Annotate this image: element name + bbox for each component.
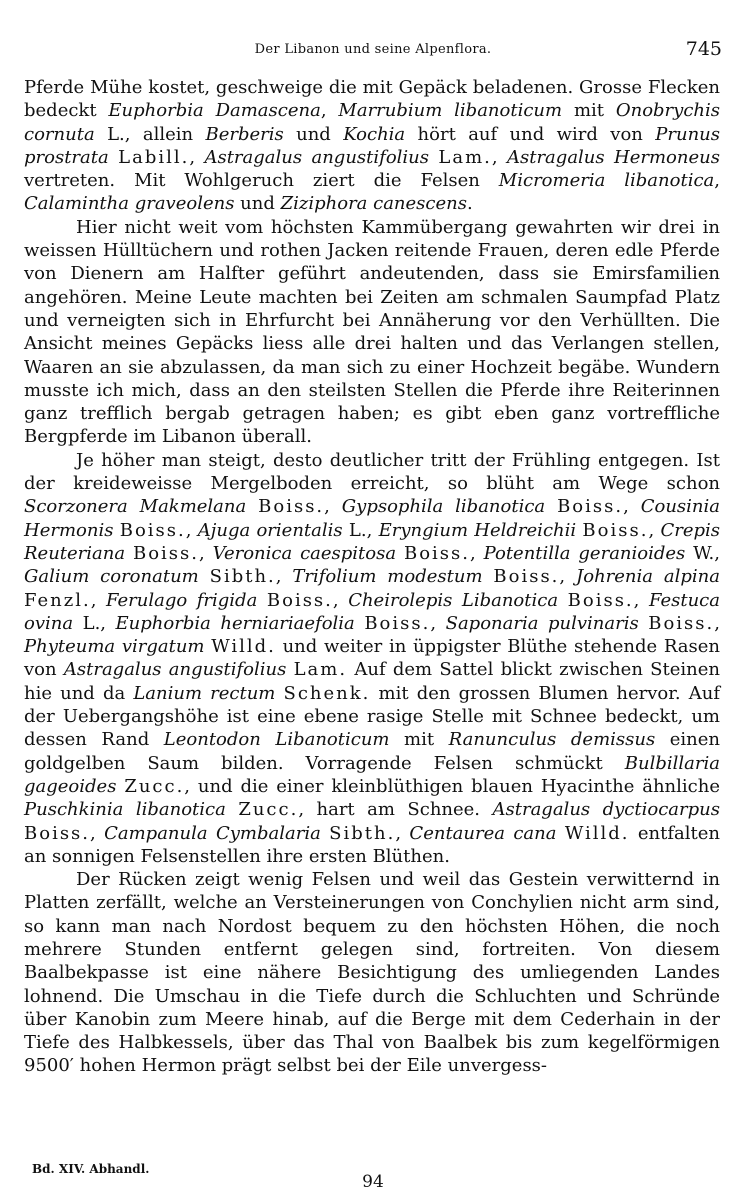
text-run: , <box>324 496 342 518</box>
text-run: Je höher man steigt, desto deutlicher tritt der Frühling entgegen. Ist der kreideweisse Mergelboden erreicht, so blüht am Wege schon <box>24 449 720 495</box>
text-run: Pferde Mühe kostet, geschweige die mit Gepäck beladenen. Grosse Flecken bedeckt <box>24 77 720 122</box>
paragraph <box>24 868 720 1078</box>
text-run: . <box>466 193 473 215</box>
text-run: , <box>90 589 106 611</box>
author-abbreviation: Willd. <box>211 636 276 658</box>
species-name: Crepis Reuteriana <box>24 519 720 564</box>
author-abbreviation: Boiss. <box>582 519 649 541</box>
text-run: einen goldgelben Saum bilden. Vorragende Felsen schmückt <box>24 729 720 774</box>
species-name: Calamintha graveolens <box>24 193 235 215</box>
text-run: , <box>189 146 205 168</box>
running-title: Der Libanon und seine Alpenflora. <box>254 42 492 57</box>
species-name: Trifolium modestum <box>292 566 483 588</box>
author-abbreviation: Boiss. <box>557 496 624 518</box>
species-name: Astragalus angustifolius <box>204 146 429 168</box>
author-abbreviation: Sibth. <box>209 566 276 588</box>
author-abbreviation: Schenk. <box>283 682 371 704</box>
text-run: , <box>430 612 446 634</box>
text-run: und <box>283 123 344 145</box>
species-name: Astragalus angustifolius <box>63 659 287 681</box>
text-run: , <box>275 566 293 588</box>
author-abbreviation: Lam. <box>293 659 348 681</box>
species-name: Campanula Cymbalaria <box>104 822 321 844</box>
paragraph <box>24 216 720 449</box>
author-abbreviation: Boiss. <box>24 822 91 844</box>
text-run <box>639 613 649 634</box>
text-run: , <box>559 566 577 588</box>
author-abbreviation: Zucc. <box>124 775 185 797</box>
species-name: Ferulago frigida <box>106 589 258 611</box>
species-name: Berberis <box>205 123 284 145</box>
signature-mark: Bd. XIV. Abhandl. <box>32 1162 150 1176</box>
text-run: , und die einer kleinblüthigen blauen Hyacinthe ähnliche <box>184 775 720 797</box>
author-abbreviation: Boiss. <box>493 566 560 588</box>
text-run <box>355 613 365 634</box>
text-run: , <box>320 100 339 122</box>
author-abbreviation: Boiss. <box>119 519 186 541</box>
species-name: Micromeria libanotica <box>498 170 715 192</box>
text-run <box>545 496 557 517</box>
text-run <box>226 799 238 820</box>
text-run: Hier nicht weit vom höchsten Kammübergang gewahrten wir drei in weissen Hülltüchern und rothen Jacken reitende Frauen, deren edle Pferde von Dienern am Halfter geführt andeutenden, dass sie Emirsfamilien angehören. Meine Leute machten bei Zeiten am schmalen Saumpfad Platz und verneigten sich in Ehrfurcht bei Annäherung vor den Verhüllten. Die Ansicht meines Gepäcks liess alle drei halten und das Verlangen stellen, Waaren an sie abzulassen, da man sich zu einer Hochzeit begäbe. Wundern musste ich mich, dass an den steilsten Stellen die Pferde ihre Reiterinnen ganz trefflich bergab getragen haben; es gibt eben ganz vortreffliche Bergpferde im Libanon überall. <box>24 216 720 448</box>
text-run: , <box>470 542 484 564</box>
author-abbreviation: Boiss. <box>132 542 200 564</box>
text-run: , <box>199 542 213 564</box>
text-run: hört auf und wird von <box>405 123 656 145</box>
species-name: Kochia <box>343 123 406 145</box>
page-footer <box>24 1162 722 1194</box>
species-name: Astragalus dyctiocarpus <box>492 799 720 821</box>
text-run: mit <box>389 729 449 751</box>
author-abbreviation: Zucc. <box>238 799 299 821</box>
author-abbreviation: Boiss. <box>258 496 325 518</box>
text-run: und <box>234 193 281 215</box>
author-abbreviation: Boiss. <box>648 612 715 634</box>
text-run: L., <box>342 519 379 541</box>
species-name: Eryngium Heldreichii <box>378 519 577 541</box>
species-name: Ajuga orientalis <box>197 519 343 541</box>
species-name: Ranunculus demissus <box>448 729 656 751</box>
species-name: Centaurea cana <box>409 822 557 844</box>
species-name: Galium coronatum <box>24 566 199 588</box>
author-abbreviation: Sibth. <box>329 822 396 844</box>
text-run: Auf dem Sattel blickt zwischen Steinen hie und da <box>24 659 720 704</box>
page-number: 745 <box>685 38 722 60</box>
species-name: Gypsophila libanotica <box>341 496 546 518</box>
species-name: Johrenia alpina <box>576 566 720 588</box>
text-run: vertreten. Mit Wohlgeruch ziert die Felsen <box>24 170 499 192</box>
text-run: , <box>90 822 105 844</box>
text-run: , <box>185 519 198 541</box>
text-run: L., <box>73 612 116 634</box>
text-run: , <box>332 589 349 611</box>
species-name: Leontodon Libanoticum <box>163 729 390 751</box>
species-name: Cousinia Hermonis <box>24 496 720 541</box>
text-run <box>199 566 210 587</box>
text-run <box>556 823 564 844</box>
species-name: Scorzonera Makmelana <box>24 496 247 518</box>
species-name: Marrubium libanoticum <box>338 100 563 122</box>
text-run <box>275 683 283 704</box>
author-abbreviation: Boiss. <box>266 589 333 611</box>
text-run: W., <box>685 542 720 564</box>
text-run: , <box>648 519 661 541</box>
species-name: Euphorbia Damascena <box>108 100 321 122</box>
text-run <box>257 590 267 611</box>
species-name: Euphorbia herniariaefolia <box>115 612 355 634</box>
species-name: Cheirolepis Libanotica <box>348 589 559 611</box>
text-run <box>429 147 438 168</box>
species-name: Prunus prostrata <box>24 123 721 168</box>
text-run <box>125 543 133 564</box>
text-run <box>483 566 494 587</box>
author-abbreviation: Boiss. <box>403 542 471 564</box>
species-name: Veronica caespitosa <box>212 542 397 564</box>
author-abbreviation: Lam. <box>438 146 492 168</box>
text-run <box>286 659 293 680</box>
text-run: L., allein <box>94 123 206 145</box>
text-run <box>109 147 118 168</box>
paragraph <box>24 76 720 216</box>
text-run <box>246 496 258 517</box>
author-abbreviation: Boiss. <box>567 589 634 611</box>
species-name: Ziziphora canescens <box>280 193 467 215</box>
text-run: mit den grossen Blumen hervor. Auf der Uebergangshöhe ist eine ebene rasige Stelle mit Schnee bedeckt, um dessen Rand <box>24 682 720 751</box>
text-run: , <box>491 146 507 168</box>
text-run: Der Rücken zeigt wenig Felsen und weil das Gestein verwitternd in Platten zerfällt, welche an Versteinerungen von Conchylien nicht arm sind, so kann man nach Nordost bequem zu den höchsten Höhen, die noch mehrere Stunden entfernt gelegen sind, fortreiten. Von diesem Baalbekpasse ist eine nähere Besichtigung des umliegenden Landes lohnend. Die Umschau in die Tiefe durch die Schluchten und Schründe über Kanobin zum Meere hinab, auf die Berge mit dem Cederhain in der Tiefe des Halbkessels, über das Thal von Baalbek bis zum kegelförmigen 9500′ hohen Hermon prägt selbst bei der Eile unvergess- <box>24 869 720 1077</box>
text-run: , <box>395 822 410 844</box>
species-name: Saponaria pulvinaris <box>445 612 639 634</box>
text-run: entfalten an sonnigen Felsenstellen ihre ersten Blüthen. <box>24 822 720 867</box>
species-name: Potentilla geranioides <box>483 542 686 564</box>
species-name: Puschkinia libanotica <box>24 799 226 821</box>
text-run <box>321 823 329 844</box>
author-abbreviation: Boiss. <box>364 612 431 634</box>
author-abbreviation: Fenzl. <box>24 589 91 611</box>
species-name: Onobrychis cornuta <box>24 100 720 145</box>
author-abbreviation: Labill. <box>118 146 190 168</box>
author-abbreviation: Willd. <box>564 822 630 844</box>
text-run: , <box>623 496 641 518</box>
body-text <box>24 76 720 1078</box>
species-name: Bulbillaria gageoides <box>24 752 720 797</box>
text-run: , <box>714 612 720 634</box>
text-run: , <box>714 170 721 192</box>
text-run: , <box>633 589 649 611</box>
species-name: Phyteuma virgatum <box>24 636 205 658</box>
page-header <box>24 38 722 62</box>
text-run: , hart am Schnee. <box>298 799 493 821</box>
text-run: und weiter in üppigster Blüthe stehende Rasen von <box>24 636 720 681</box>
text-run: mit <box>562 100 616 122</box>
paragraph <box>24 449 720 868</box>
species-name: Festuca ovina <box>24 589 720 634</box>
species-name: Lanium rectum <box>133 682 276 704</box>
sheet-number: 94 <box>362 1172 384 1192</box>
text-run <box>558 590 568 611</box>
text-run <box>396 543 404 564</box>
species-name: Astragalus Hermoneus <box>506 146 720 168</box>
